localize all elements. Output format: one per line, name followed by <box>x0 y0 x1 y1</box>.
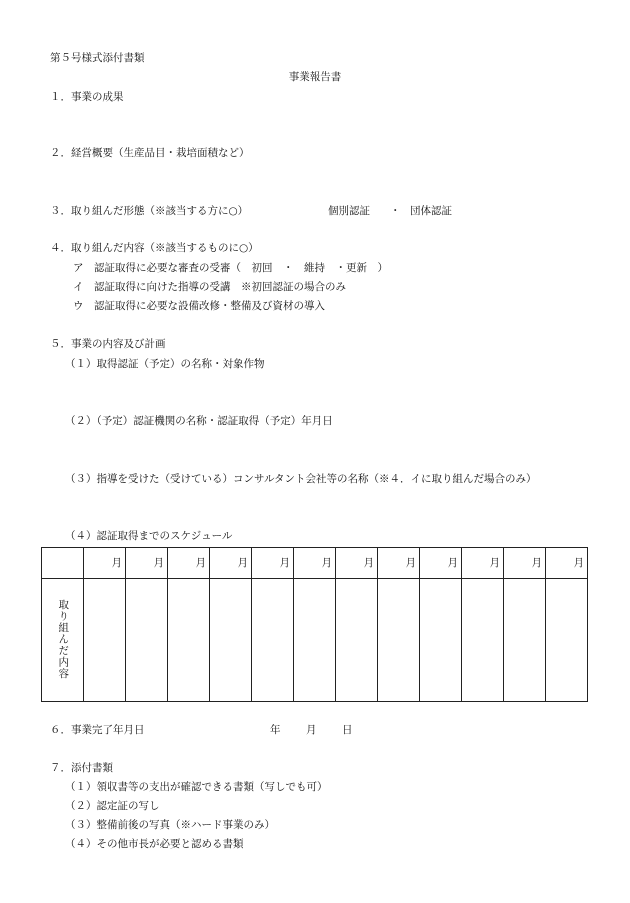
schedule-table <box>41 547 588 702</box>
schedule-content-row <box>42 579 588 702</box>
section-4-item-a: ア 認証取得に必要な審査の受審（ 初回 ・ 維持 ・更新 ） <box>73 262 388 274</box>
option-individual-certification: 個別認証 <box>328 205 370 217</box>
month-cell[interactable]: 月 <box>210 548 252 579</box>
completion-month-unit: 月 <box>306 724 317 736</box>
section-2-heading: ２．経営概要（生産品目・栽培面積など） <box>50 147 250 159</box>
section-3-heading: ３．取り組んだ形態（※該当する方に○） <box>50 205 249 217</box>
section-5-sub-3: （３）指導を受けた（受けている）コンサルタント会社等の名称（※４．イに取り組んだ場合のみ） <box>65 473 537 485</box>
section-5-sub-1: （１）取得認証（予定）の名称・対象作物 <box>65 358 265 370</box>
form-number: 第５号様式添付書類 <box>50 52 145 64</box>
month-cell[interactable]: 月 <box>336 548 378 579</box>
schedule-entry-cell[interactable] <box>294 579 336 702</box>
schedule-entry-cell[interactable] <box>546 579 588 702</box>
option-separator: ・ <box>390 205 401 217</box>
month-cell[interactable]: 月 <box>126 548 168 579</box>
section-5-sub-2: （２）（予定）認証機関の名称・認証取得（予定）年月日 <box>65 415 333 427</box>
schedule-entry-cell[interactable] <box>126 579 168 702</box>
month-cell[interactable]: 月 <box>378 548 420 579</box>
schedule-entry-cell[interactable] <box>336 579 378 702</box>
section-4-item-u: ウ 認証取得に必要な設備改修・整備及び資材の導入 <box>73 300 325 312</box>
schedule-row-label-cell <box>42 579 84 702</box>
schedule-row-label: 取り組んだ内容 <box>57 598 70 679</box>
schedule-header-row <box>42 548 588 579</box>
month-cell[interactable]: 月 <box>462 548 504 579</box>
month-cell[interactable]: 月 <box>168 548 210 579</box>
section-1-heading: １．事業の成果 <box>50 91 124 103</box>
schedule-entry-cell[interactable] <box>504 579 546 702</box>
document-title: 事業報告書 <box>288 71 342 83</box>
section-7-heading: ７．添付書類 <box>50 762 113 774</box>
month-cell[interactable]: 月 <box>84 548 126 579</box>
option-group-certification: 団体認証 <box>410 205 452 217</box>
month-cell[interactable]: 月 <box>294 548 336 579</box>
schedule-entry-cell[interactable] <box>168 579 210 702</box>
month-cell[interactable]: 月 <box>420 548 462 579</box>
completion-year-unit: 年 <box>270 724 281 736</box>
schedule-entry-cell[interactable] <box>84 579 126 702</box>
schedule-entry-cell[interactable] <box>378 579 420 702</box>
schedule-entry-cell[interactable] <box>420 579 462 702</box>
attachment-item-1: （１）領収書等の支出が確認できる書類（写しでも可） <box>65 781 328 793</box>
section-5-sub-4: （４）認証取得までのスケジュール <box>65 530 233 542</box>
schedule-entry-cell[interactable] <box>252 579 294 702</box>
month-cell[interactable]: 月 <box>252 548 294 579</box>
section-6-heading: ６．事業完了年月日 <box>50 724 145 736</box>
month-cell[interactable]: 月 <box>546 548 588 579</box>
attachment-item-2: （２）認定証の写し <box>65 800 160 812</box>
schedule-corner-cell <box>42 548 84 579</box>
month-cell[interactable]: 月 <box>504 548 546 579</box>
section-5-heading: ５．事業の内容及び計画 <box>50 338 166 350</box>
attachment-item-4: （４）その他市長が必要と認める書類 <box>65 838 244 850</box>
section-4-heading: ４．取り組んだ内容（※該当するものに○） <box>50 242 259 254</box>
schedule-entry-cell[interactable] <box>210 579 252 702</box>
section-4-item-i: イ 認証取得に向けた指導の受講 ※初回認証の場合のみ <box>73 281 346 293</box>
attachment-item-3: （３）整備前後の写真（※ハード事業のみ） <box>65 819 275 831</box>
completion-day-unit: 日 <box>342 724 353 736</box>
schedule-entry-cell[interactable] <box>462 579 504 702</box>
